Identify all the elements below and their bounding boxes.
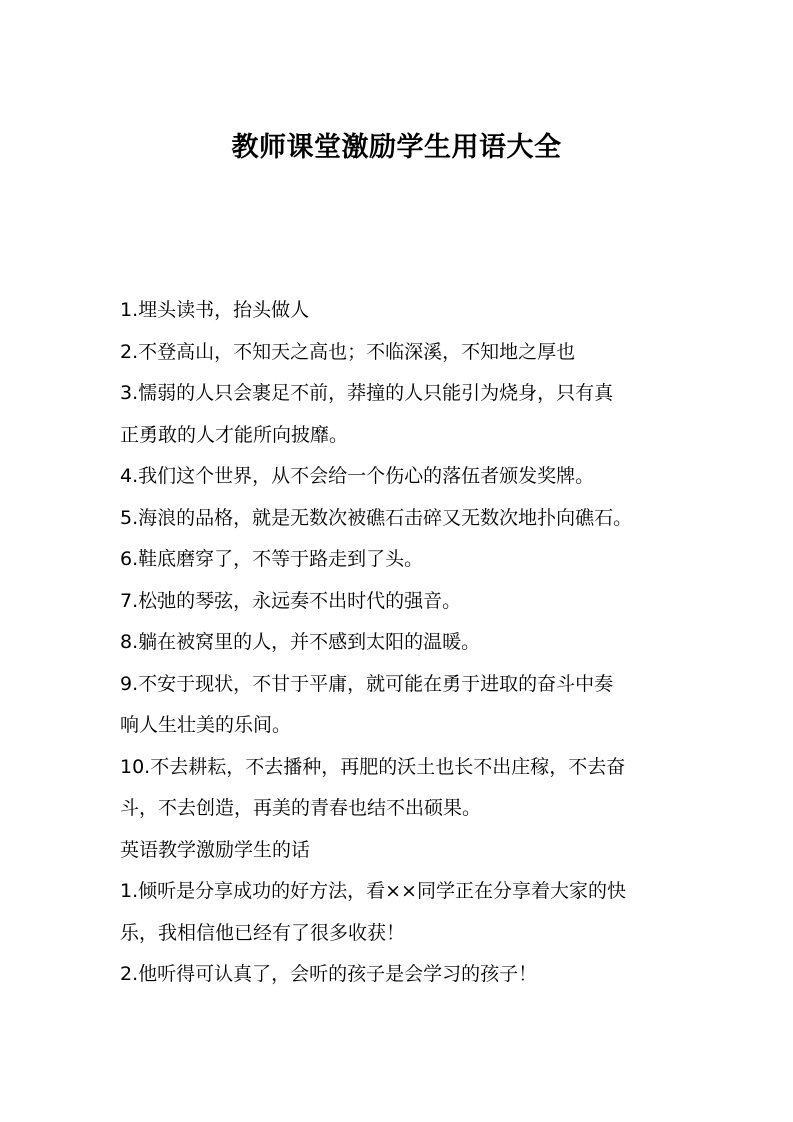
text-line: 8.躺在被窝里的人，并不感到太阳的温暖。 — [120, 631, 481, 653]
section-heading: 英语教学激励学生的话 — [120, 838, 311, 861]
text-line: 9.不安于现状，不甘于平庸，就可能在勇于进取的奋斗中奏 — [120, 672, 614, 695]
text-line: 1.埋头读书，抬头做人 — [120, 299, 310, 321]
text-line: 2.不登高山，不知天之高也；不临深溪，不知地之厚也 — [120, 340, 576, 363]
document-body — [120, 290, 680, 996]
text-line: 1.倾听是分享成功的好方法，看××同学正在分享着大家的快 — [120, 880, 626, 902]
text-line: 10.不去耕耘，不去播种，再肥的沃土也长不出庄稼，不去奋 — [120, 755, 626, 778]
text-line: 斗，不去创造，再美的青春也结不出硕果。 — [120, 797, 482, 819]
text-line: 响人生壮美的乐间。 — [120, 714, 292, 736]
text-line: 乐，我相信他已经有了很多收获！ — [120, 921, 406, 944]
text-line: 2.他听得可认真了，会听的孩子是会学习的孩子！ — [120, 963, 538, 985]
text-line: 4.我们这个世界，从不会给一个伤心的落伍者颁发奖牌。 — [120, 465, 595, 487]
text-line: 6.鞋底磨穿了，不等于路走到了头。 — [120, 548, 424, 570]
text-line: 5.海浪的品格，就是无数次被礁石击碎又无数次地扑向礁石。 — [120, 506, 633, 529]
text-line: 正勇敢的人才能所向披靡。 — [120, 423, 349, 446]
text-line: 3.懦弱的人只会裹足不前，莽撞的人只能引为烧身，只有真 — [120, 382, 614, 404]
document-title: 教师课堂激励学生用语大全 — [231, 132, 562, 163]
text-line: 7.松弛的琴弦，永远奏不出时代的强音。 — [120, 589, 462, 612]
